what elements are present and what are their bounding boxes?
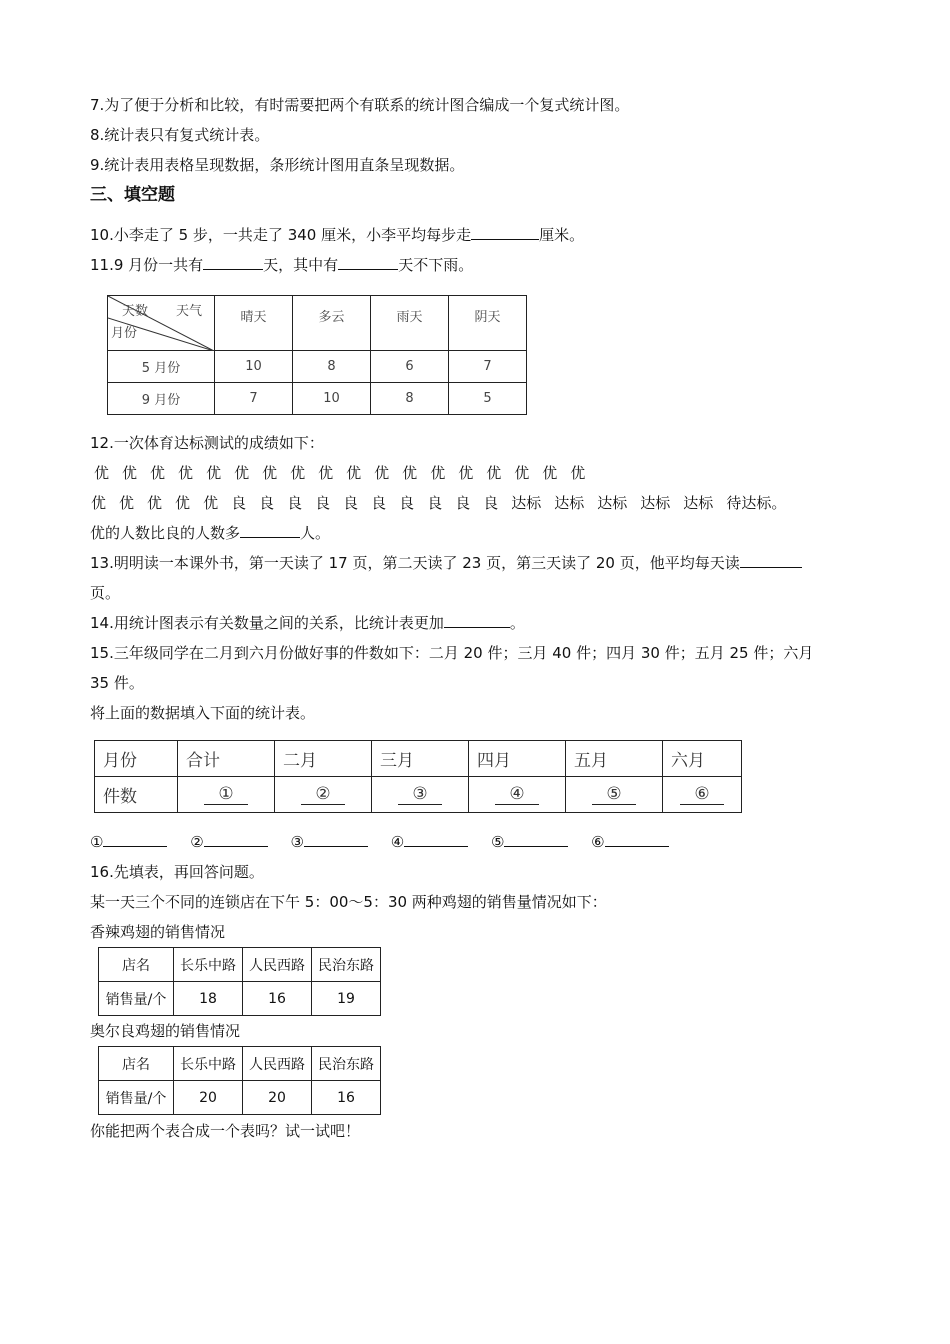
blank-cell[interactable]: ①: [178, 777, 275, 813]
header-cell: 长乐中路: [174, 1047, 243, 1081]
grade-item: 达标: [554, 494, 585, 512]
grade-item: 良: [231, 494, 247, 512]
question-15-cont: 35 件。: [90, 674, 144, 692]
grade-item: 优: [374, 464, 390, 482]
blank-cell[interactable]: ⑥: [663, 777, 742, 813]
question-11: 11.9 月份一共有 天，其中有 天不下雨。: [90, 256, 474, 274]
table-cell: 8: [293, 351, 371, 383]
question-12: 优的人数比良的人数多 人。: [90, 524, 331, 542]
grade-item: 优: [486, 464, 502, 482]
table-cell: 20: [243, 1081, 312, 1115]
grades-line-2: [91, 493, 799, 513]
corner-cell: 天数 天气 月份: [108, 296, 215, 351]
grade-item: 优: [175, 494, 191, 512]
answer-blank[interactable]: [203, 255, 263, 270]
grade-item: 达标: [683, 494, 714, 512]
answer-blank[interactable]: [471, 225, 539, 240]
blank-cell[interactable]: ⑤: [566, 777, 663, 813]
grade-item: 良: [399, 494, 415, 512]
question-13: 13.明明读一本课外书，第一天读了 17 页，第二天读了 23 页，第三天读了 20 页，他平均每天读: [90, 553, 802, 573]
table1-title: 香辣鸡翅的销售情况: [90, 923, 226, 941]
table-cell: 18: [174, 982, 243, 1016]
header-cell: 长乐中路: [174, 948, 243, 982]
header-cell: 雨天: [371, 296, 449, 351]
grade-item: 优: [458, 464, 474, 482]
question-14: 14.用统计图表示有关数量之间的关系，比统计表更加 。: [90, 614, 525, 632]
header-cell: 人民西路: [243, 1047, 312, 1081]
grade-item: 待达标。: [726, 494, 787, 512]
grade-item: 优: [290, 464, 306, 482]
blank-cell[interactable]: ②: [275, 777, 372, 813]
header-cell: 阴天: [449, 296, 527, 351]
question-10: 10.小李走了 5 步，一共走了 340 厘米，小李平均每步走 厘米。: [90, 226, 585, 244]
grades-line-1: [94, 463, 598, 483]
grade-item: 优: [178, 464, 194, 482]
grade-item: 优: [262, 464, 278, 482]
row-label: 5 月份: [108, 351, 215, 383]
row-label: 9 月份: [108, 383, 215, 415]
question-15: 15.三年级同学在二月到六月份做好事的件数如下：二月 20 件；三月 40 件；四月 30 件；五月 25 件；六月: [90, 644, 814, 662]
question-12-intro: 12.一次体育达标测试的成绩如下：: [90, 434, 324, 452]
question-13-tail: 页。: [90, 584, 121, 602]
table-cell: 5: [449, 383, 527, 415]
table-cell: 7: [449, 351, 527, 383]
table-cell: 19: [312, 982, 381, 1016]
table-cell: 7: [215, 383, 293, 415]
answer-blank[interactable]: [338, 255, 398, 270]
grade-item: 优: [542, 464, 558, 482]
grade-item: 达标: [597, 494, 628, 512]
answer-blanks-row: ① ② ③ ④ ⑤ ⑥: [90, 832, 669, 852]
grade-item: 优: [203, 494, 219, 512]
answer-blank[interactable]: [605, 832, 669, 847]
header-cell: 合计: [178, 741, 275, 777]
table-cell: 16: [312, 1081, 381, 1115]
table-cell: 10: [215, 351, 293, 383]
row-label: 销售量/个: [99, 1081, 174, 1115]
grade-item: 优: [94, 464, 110, 482]
weather-table: [107, 295, 527, 415]
row-label: 销售量/个: [99, 982, 174, 1016]
grade-item: 良: [315, 494, 331, 512]
row-label: 件数: [95, 777, 178, 813]
table-cell: 8: [371, 383, 449, 415]
question-9: 9.统计表用表格呈现数据，条形统计图用直条呈现数据。: [90, 156, 465, 174]
grade-item: 优: [234, 464, 250, 482]
answer-blank[interactable]: [204, 832, 268, 847]
grade-item: 优: [514, 464, 530, 482]
question-16-desc: 某一天三个不同的连锁店在下午 5：00～5：30 两种鸡翅的销售量情况如下：: [90, 893, 607, 911]
grade-item: 优: [147, 494, 163, 512]
table2-title: 奥尔良鸡翅的销售情况: [90, 1022, 241, 1040]
grade-item: 优: [318, 464, 334, 482]
grade-item: 优: [430, 464, 446, 482]
grade-item: 达标: [640, 494, 671, 512]
grade-item: 良: [427, 494, 443, 512]
header-cell: 店名: [99, 948, 174, 982]
grade-item: 优: [122, 464, 138, 482]
table-cell: 10: [293, 383, 371, 415]
header-cell: 二月: [275, 741, 372, 777]
header-cell: 六月: [663, 741, 742, 777]
header-cell: 民治东路: [312, 948, 381, 982]
question-16: 16.先填表，再回答问题。: [90, 863, 264, 881]
grade-item: 优: [150, 464, 166, 482]
grade-item: 优: [570, 464, 586, 482]
answer-blank[interactable]: [740, 553, 802, 568]
orleans-wings-table: [98, 1046, 381, 1115]
grade-item: 达标: [511, 494, 542, 512]
section-heading: 三、填空题: [90, 185, 175, 205]
header-cell: 月份: [95, 741, 178, 777]
grade-item: 优: [206, 464, 222, 482]
header-cell: 人民西路: [243, 948, 312, 982]
spicy-wings-table: [98, 947, 381, 1016]
answer-blank[interactable]: [444, 613, 510, 628]
month-table: [94, 740, 742, 813]
answer-blank[interactable]: [304, 832, 368, 847]
answer-blank[interactable]: [404, 832, 468, 847]
header-cell: 三月: [372, 741, 469, 777]
grade-item: 良: [455, 494, 471, 512]
grade-item: 良: [259, 494, 275, 512]
grade-item: 良: [371, 494, 387, 512]
table-cell: 6: [371, 351, 449, 383]
blank-cell[interactable]: ③: [372, 777, 469, 813]
header-cell: 四月: [469, 741, 566, 777]
header-cell: 五月: [566, 741, 663, 777]
grade-item: 良: [483, 494, 499, 512]
table-cell: 16: [243, 982, 312, 1016]
grade-item: 优: [346, 464, 362, 482]
question-16-final: 你能把两个表合成一个表吗？试一试吧！: [90, 1122, 361, 1140]
grade-item: 优: [402, 464, 418, 482]
blank-cell[interactable]: ④: [469, 777, 566, 813]
question-7: 7.为了便于分析和比较，有时需要把两个有联系的统计图合编成一个复式统计图。: [90, 96, 630, 114]
answer-blank[interactable]: [103, 832, 167, 847]
header-cell: 民治东路: [312, 1047, 381, 1081]
header-cell: 店名: [99, 1047, 174, 1081]
grade-item: 优: [91, 494, 107, 512]
grade-item: 优: [119, 494, 135, 512]
question-15-instr: 将上面的数据填入下面的统计表。: [90, 704, 316, 722]
question-8: 8.统计表只有复式统计表。: [90, 126, 270, 144]
header-cell: 晴天: [215, 296, 293, 351]
grade-item: 良: [287, 494, 303, 512]
table-cell: 20: [174, 1081, 243, 1115]
answer-blank[interactable]: [240, 523, 300, 538]
header-cell: 多云: [293, 296, 371, 351]
answer-blank[interactable]: [504, 832, 568, 847]
grade-item: 良: [343, 494, 359, 512]
